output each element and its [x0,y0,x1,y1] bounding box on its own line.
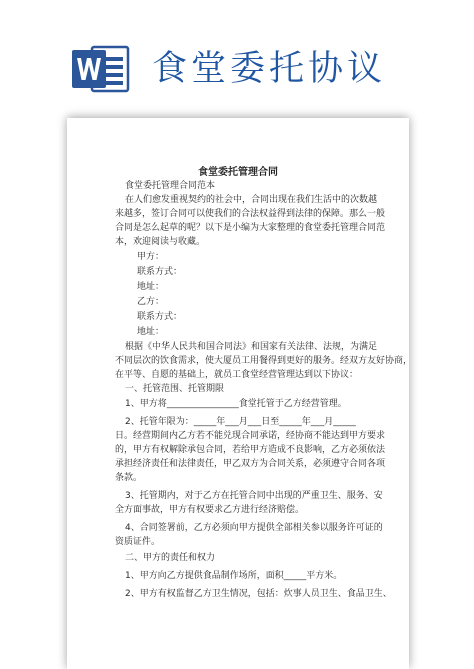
doc-line: 在平等、自愿的基础上，就员工食堂经营管理达到以下协议： [115,370,359,380]
doc-line: 食堂委托管理合同范本 [125,181,216,191]
doc-line: 甲方： [137,252,165,262]
doc-line: 2、甲方有权监督乙方卫生情况，包括：炊事人员卫生、食品卫生、 [125,589,392,599]
doc-line: 资质证件。 [115,537,161,547]
doc-line: 1、甲方向乙方提供食品制作场所，面积_____平方米。 [125,571,343,581]
doc-line: 3、托管期内，对于乙方在托管合同中出现的严重卫生、服务、安 [125,491,383,501]
page-title: 食堂委托协议 [152,49,387,89]
doc-line: 2、托管年限为：_____年___月___日至_____年___月_____ [125,417,356,427]
doc-line: 的，甲方有权解除承包合同，若给甲方造成不良影响，乙方必须依法 [115,445,386,455]
doc-line: 条款。 [115,473,143,483]
doc-line: 地址： [137,282,165,292]
doc-line: 地址： [137,327,165,337]
doc-line: 承担经济责任和法律责任，甲乙双方为合同关系，必须遵守合同各项 [115,459,386,469]
doc-line: 全方面事故，甲方有权要求乙方进行经济赔偿。 [115,505,305,515]
header [0,0,474,118]
doc-line: 联系方式： [137,312,183,322]
doc-line: 4、合同签署前，乙方必须向甲方提供全部相关参以服务许可证的 [125,523,383,533]
doc-line: 根据《中华人民共和国合同法》和国家有关法律、法规，为满足 [125,342,378,352]
doc-line: 二、甲方的责任和权力 [125,553,216,563]
word-document-icon [72,44,130,94]
document-page [67,118,413,669]
doc-line: 不同层次的饮食需求，使大厦员工用餐得到更好的服务。经双方友好协商， [115,356,413,366]
doc-line: 1、甲方将________________食堂托管于乙方经营管理。 [125,399,347,409]
doc-line: 乙方： [137,297,165,307]
document-title: 食堂委托管理合同 [198,167,278,178]
doc-line: 合同是怎么起草的呢？以下是小编为大家整理的食堂委托管理合同范 [115,223,386,233]
doc-line: 来越多，签订合同可以使我们的合法权益得到法律的保障。那么一般 [115,209,386,219]
doc-line: 本，欢迎阅读与收藏。 [115,237,206,247]
doc-line: 一、托管范围、托管期限 [125,384,225,394]
doc-line: 联系方式： [137,267,183,277]
doc-line: 在人们愈发重视契约的社会中，合同出现在我们生活中的次数越 [125,195,378,205]
doc-line: 日。经营期间内乙方若不能兑现合同承诺，经协商不能达到甲方要求 [115,431,386,441]
